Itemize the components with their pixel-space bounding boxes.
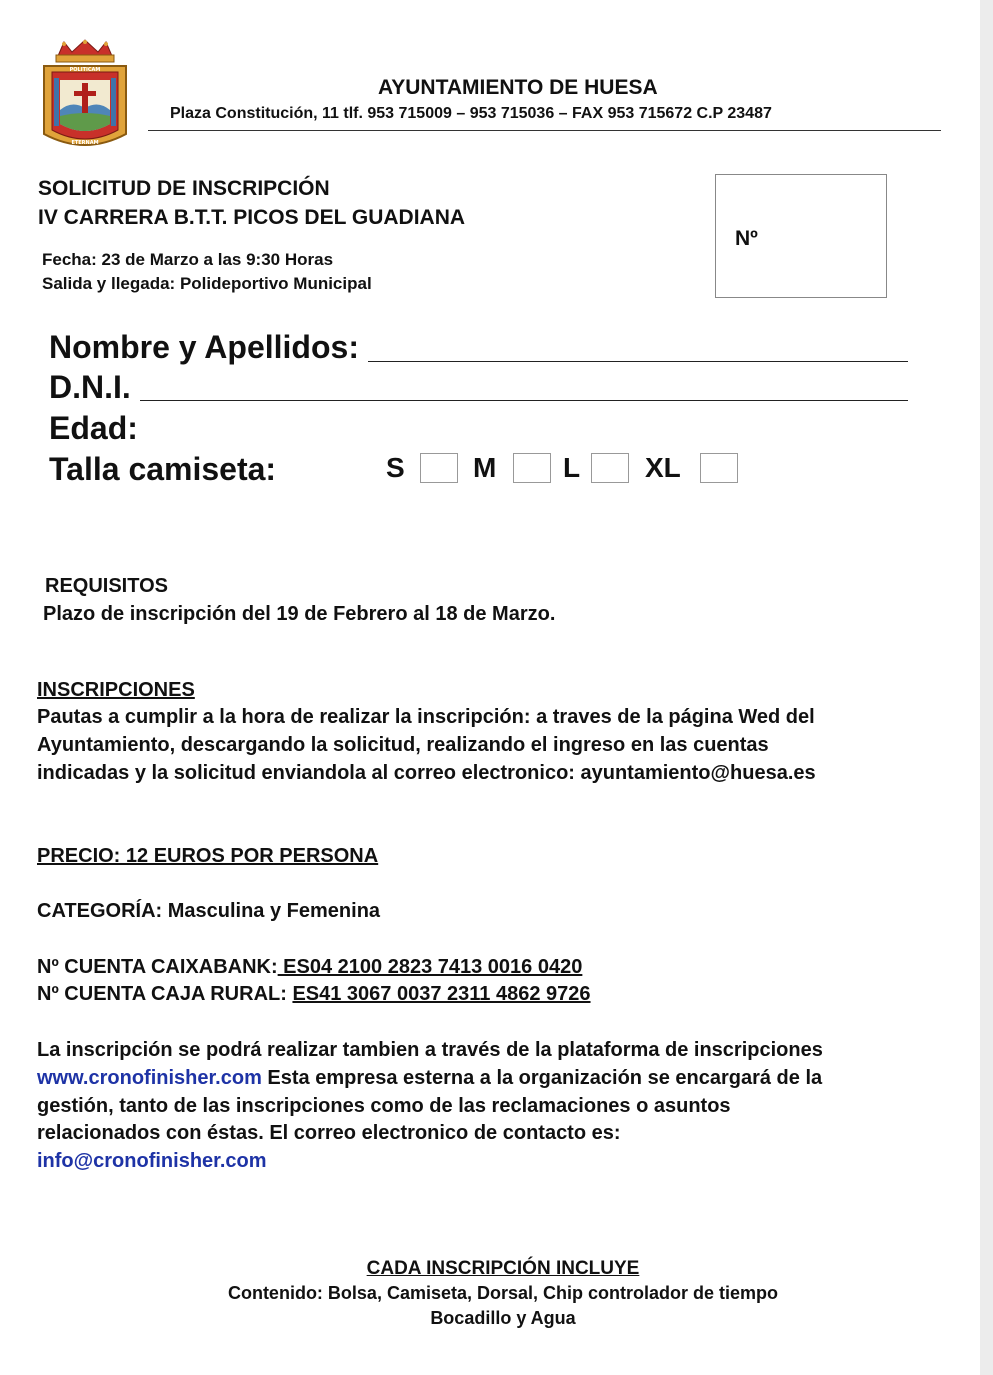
registrations-line-3: indicadas y la solicitud enviandola al correo electronico: ayuntamiento@huesa.es [37, 762, 816, 784]
size-m-label: M [473, 452, 497, 483]
event-title: IV CARRERA B.T.T. PICOS DEL GUADIANA [38, 206, 466, 229]
price-text: PRECIO: 12 EUROS POR PERSONA [37, 845, 379, 867]
includes-line-1: Contenido: Bolsa, Camiseta, Dorsal, Chip controlador de tiempo [227, 1283, 779, 1303]
size-xl-checkbox[interactable] [700, 453, 738, 483]
town-hall-address: Plaza Constitución, 11 tlf. 953 715009 – 953 715036 – FAX 953 715672 C.P 23487 [170, 105, 772, 122]
caixabank-label: Nº CUENTA CAIXABANK: [37, 956, 278, 978]
size-xl-label: XL [645, 452, 681, 483]
platform-line-3: gestión, tanto de las inscripciones como de las reclamaciones o asuntos [37, 1095, 731, 1117]
coat-of-arms-logo [38, 38, 132, 154]
caja-rural-label: Nº CUENTA CAJA RURAL: [37, 983, 293, 1005]
size-l-label: L [563, 452, 581, 483]
event-start-location: Salida y llegada: Polideportivo Municipal [42, 274, 372, 293]
age-label: Edad: [49, 410, 138, 446]
svg-text:ETERNAM: ETERNAM [71, 140, 99, 146]
page-edge [980, 0, 993, 1375]
platform-line-4: relacionados con éstas. El correo electronico de contacto es: [37, 1122, 621, 1144]
registrations-heading: INSCRIPCIONES [37, 679, 195, 701]
registration-number-label: Nº [735, 227, 758, 250]
requirements-text: Plazo de inscripción del 19 de Febrero al 18 de Marzo. [43, 603, 556, 625]
size-s-checkbox[interactable] [420, 453, 458, 483]
caixabank-iban: ES04 2100 2823 7413 0016 0420 [277, 956, 583, 978]
svg-text:POLITICAM: POLITICAM [69, 67, 101, 73]
dni-label: D.N.I. [49, 369, 131, 405]
request-title: SOLICITUD DE INSCRIPCIÓN [38, 177, 330, 200]
caixabank-account [37, 956, 582, 979]
caja-rural-iban: ES41 3067 0037 2311 4862 9726 [292, 983, 591, 1005]
town-hall-title: AYUNTAMIENTO DE HUESA [378, 76, 658, 99]
size-l-checkbox[interactable] [591, 453, 629, 483]
registration-number-box[interactable] [715, 174, 887, 298]
platform-line-2-text: Esta empresa esterna a la organización se encargará de la [261, 1067, 823, 1089]
header-rule [148, 130, 941, 131]
cronofinisher-link[interactable]: www.cronofinisher.com [37, 1067, 262, 1089]
registrations-line-1: Pautas a cumplir a la hora de realizar la inscripción: a traves de la página Wed del [37, 706, 815, 728]
contact-email-link[interactable]: info@cronofinisher.com [37, 1150, 267, 1172]
includes-line-2: Bocadillo y Agua [430, 1308, 576, 1328]
size-s-label: S [386, 452, 405, 483]
platform-line-1: La inscripción se podrá realizar tambien a través de la plataforma de inscripciones [37, 1039, 823, 1061]
includes-heading: CADA INSCRIPCIÓN INCLUYE [366, 1258, 640, 1279]
event-date: Fecha: 23 de Marzo a las 9:30 Horas [42, 250, 334, 269]
name-input-line[interactable] [368, 361, 908, 362]
dni-input-line[interactable] [140, 400, 908, 401]
name-label: Nombre y Apellidos: [49, 329, 359, 365]
registrations-line-2: Ayuntamiento, descargando la solicitud, realizando el ingreso en las cuentas [37, 734, 769, 756]
size-m-checkbox[interactable] [513, 453, 551, 483]
category-text: CATEGORÍA: Masculina y Femenina [37, 900, 381, 922]
shirt-size-label: Talla camiseta: [49, 451, 277, 487]
platform-line-2 [37, 1067, 822, 1090]
requirements-heading: REQUISITOS [45, 575, 168, 597]
caja-rural-account [37, 983, 591, 1006]
